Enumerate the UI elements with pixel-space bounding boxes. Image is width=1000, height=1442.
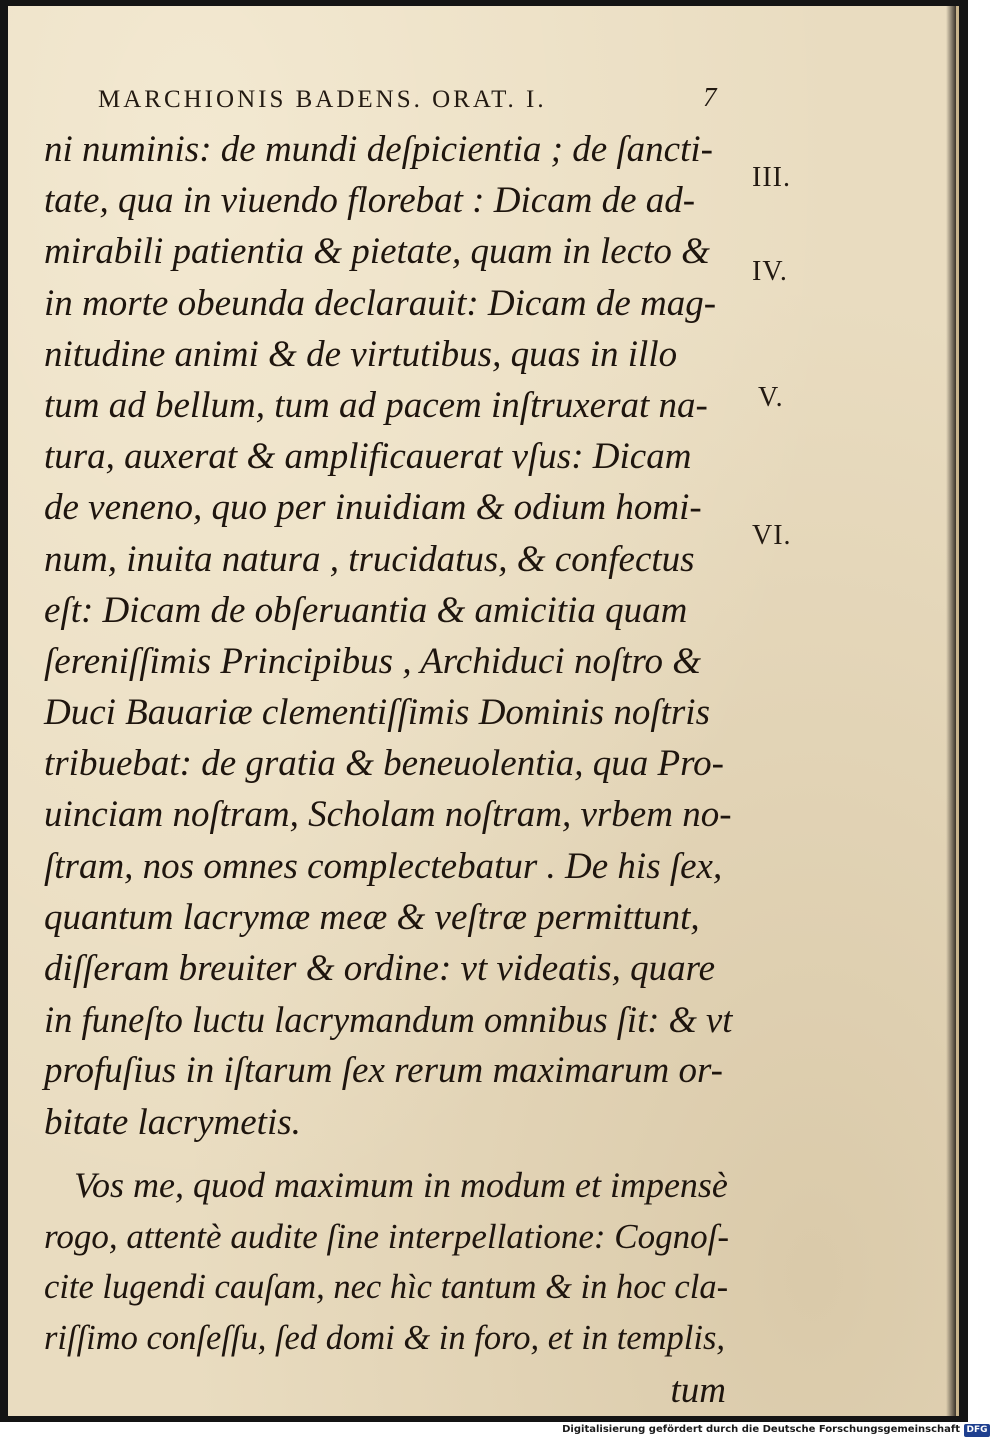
text-line: ſereniſſimis Principibus , Archiduci noſtro & xyxy=(44,640,702,682)
text-line: ſtram, nos omnes complectebatur . De his ſex, xyxy=(44,845,723,887)
text-line: tura, auxerat & amplificauerat vſus: Dicam xyxy=(44,436,692,478)
text-line: tribuebat: de gratia & beneuolentia, qua Pro- xyxy=(44,743,724,785)
text-line: quantum lacrymæ meæ & veſtræ permittunt, xyxy=(44,896,700,938)
text-line: nitudine animi & de virtutibus, quas in illo xyxy=(44,333,678,375)
text-line: profuſius in iſtarum ſex rerum maximarum or- xyxy=(44,1050,723,1092)
margin-number-vi: VI. xyxy=(752,520,792,551)
text-line: Vos me, quod maximum in modum et impensè xyxy=(74,1164,728,1205)
dfg-logo: DFG xyxy=(964,1424,990,1437)
text-line: mirabili patientia & pietate, quam in lecto & xyxy=(44,231,710,273)
text-line: eſt: Dicam de obſeruantia & amicitia quam xyxy=(44,589,688,631)
text-line: num, inuita natura , trucidatus, & confectus xyxy=(44,538,695,580)
margin-number-iv: IV. xyxy=(752,256,788,287)
text-line: tate, qua in viuendo florebat : Dicam de ad- xyxy=(44,180,696,222)
paragraph-gap xyxy=(44,1148,734,1160)
text-line: de veneno, quo per inuidiam & odium homi- xyxy=(44,487,702,529)
margin-number-v: V. xyxy=(758,382,784,413)
text-line: rogo, attentè audite ſine interpellatione: Cognoſ- xyxy=(44,1216,729,1256)
text-line: diſſeram breuiter & ordine: vt videatis, quare xyxy=(44,948,716,989)
digitization-credit: Digitalisierung gefördert durch die Deutsche Forschungsgemeinschaft xyxy=(562,1424,960,1435)
text-line: cite lugendi cauſam, nec hìc tantum & in hoc cla- xyxy=(44,1268,729,1307)
text-line: ni numinis: de mundi deſpicientia ; de ſancti- xyxy=(44,129,713,170)
text-line: riſſimo conſeſſu, ſed domi & in foro, et in templis, xyxy=(44,1319,726,1358)
text-line: in funeſto luctu lacrymandum omnibus ſit: & vt xyxy=(44,999,733,1041)
margin-number-iii: III. xyxy=(752,162,791,193)
text-line: uinciam noſtram, Scholam noſtram, vrbem no- xyxy=(44,794,732,836)
page-number: 7 xyxy=(703,82,717,112)
page-edge-shadow xyxy=(946,6,956,1416)
body-text xyxy=(44,124,734,1416)
text-line: in morte obeunda declarauit: Dicam de mag- xyxy=(44,282,717,324)
catchword: tum xyxy=(670,1369,726,1411)
running-head: MARCHIONIS BADENS. ORAT. I. xyxy=(98,86,547,113)
text-line: bitate lacrymetis. xyxy=(44,1101,301,1143)
text-line: Duci Bauariæ clementiſſimis Dominis noſtris xyxy=(44,692,710,734)
text-line: tum ad bellum, tum ad pacem inſtruxerat na- xyxy=(44,384,708,426)
